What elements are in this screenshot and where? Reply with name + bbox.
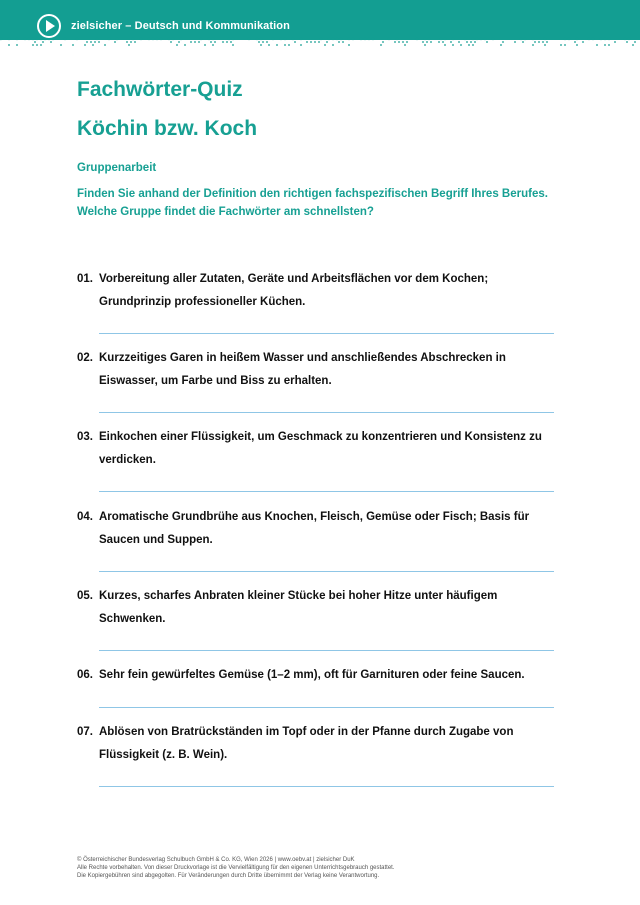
- question-number: 03.: [77, 431, 93, 443]
- page-subtitle: Köchin bzw. Koch: [77, 117, 258, 140]
- footer-line-3: Die Kopiergebühren sind abgegolten. Für Veränderungen durch Dritte übernimmt der Verlag keine Verantwortung.: [77, 873, 380, 879]
- question-text: Sehr fein gewürfeltes Gemüse (1–2 mm), oft für Garnituren oder feine Saucen.: [99, 669, 525, 681]
- instructions-line-2: Welche Gruppe findet die Fachwörter am schnellsten?: [77, 206, 374, 218]
- copyright-footer: [77, 856, 597, 880]
- question-text: Aromatische Grundbrühe aus Knochen, Fleisch, Gemüse oder Fisch; Basis für Saucen und Suppen.: [99, 511, 530, 546]
- answer-line[interactable]: [99, 571, 554, 572]
- instructions-line-1: Finden Sie anhand der Definition den richtigen fachspezifischen Begriff Ihres Berufes.: [77, 188, 548, 200]
- question-number: 01.: [77, 273, 93, 285]
- question-text: Kurzes, scharfes Anbraten kleiner Stücke bei hoher Hitze unter häufigem Schwenken.: [99, 590, 498, 625]
- question-number: 02.: [77, 352, 93, 364]
- question-text: Kurzzeitiges Garen in heißem Wasser und anschließendes Abschrecken in Eiswasser, um Farbe und Biss zu erhalten.: [99, 352, 506, 387]
- answer-line[interactable]: [99, 412, 554, 413]
- page-title: Fachwörter-Quiz: [77, 78, 243, 101]
- instructions: [77, 185, 577, 221]
- brand-name: zielsicher – Deutsch und Kommunikation: [71, 20, 290, 32]
- answer-line[interactable]: [99, 650, 554, 651]
- group-work-label: Gruppenarbeit: [77, 162, 157, 174]
- footer-line-1: © Österreichischer Bundesverlag Schulbuch GmbH & Co. KG, Wien 2026 | www.oebv.at | zielsicher DuK: [77, 857, 355, 863]
- footer-line-2: Alle Rechte vorbehalten. Von dieser Druckvorlage ist die Vervielfältigung für den eigenen Unterrichtsgebrauch gestattet.: [77, 865, 395, 871]
- question-text: Ablösen von Bratrückständen im Topf oder in der Pfanne durch Zugabe von Flüssigkeit (z. B. Wein).: [99, 726, 514, 761]
- question-number: 04.: [77, 511, 93, 523]
- answer-line[interactable]: [99, 707, 554, 708]
- header-dotted-edge: [0, 34, 640, 48]
- question-number: 06.: [77, 669, 93, 681]
- answer-line[interactable]: [99, 491, 554, 492]
- question-text: Einkochen einer Flüssigkeit, um Geschmack zu konzentrieren und Konsistenz zu verdicken.: [99, 431, 542, 466]
- question-text: Vorbereitung aller Zutaten, Geräte und Arbeitsflächen vor dem Kochen; Grundprinzip professioneller Küchen.: [99, 273, 489, 308]
- answer-line[interactable]: [99, 786, 554, 787]
- question-number: 05.: [77, 590, 93, 602]
- play-icon: [46, 20, 55, 32]
- question-number: 07.: [77, 726, 93, 738]
- answer-line[interactable]: [99, 333, 554, 334]
